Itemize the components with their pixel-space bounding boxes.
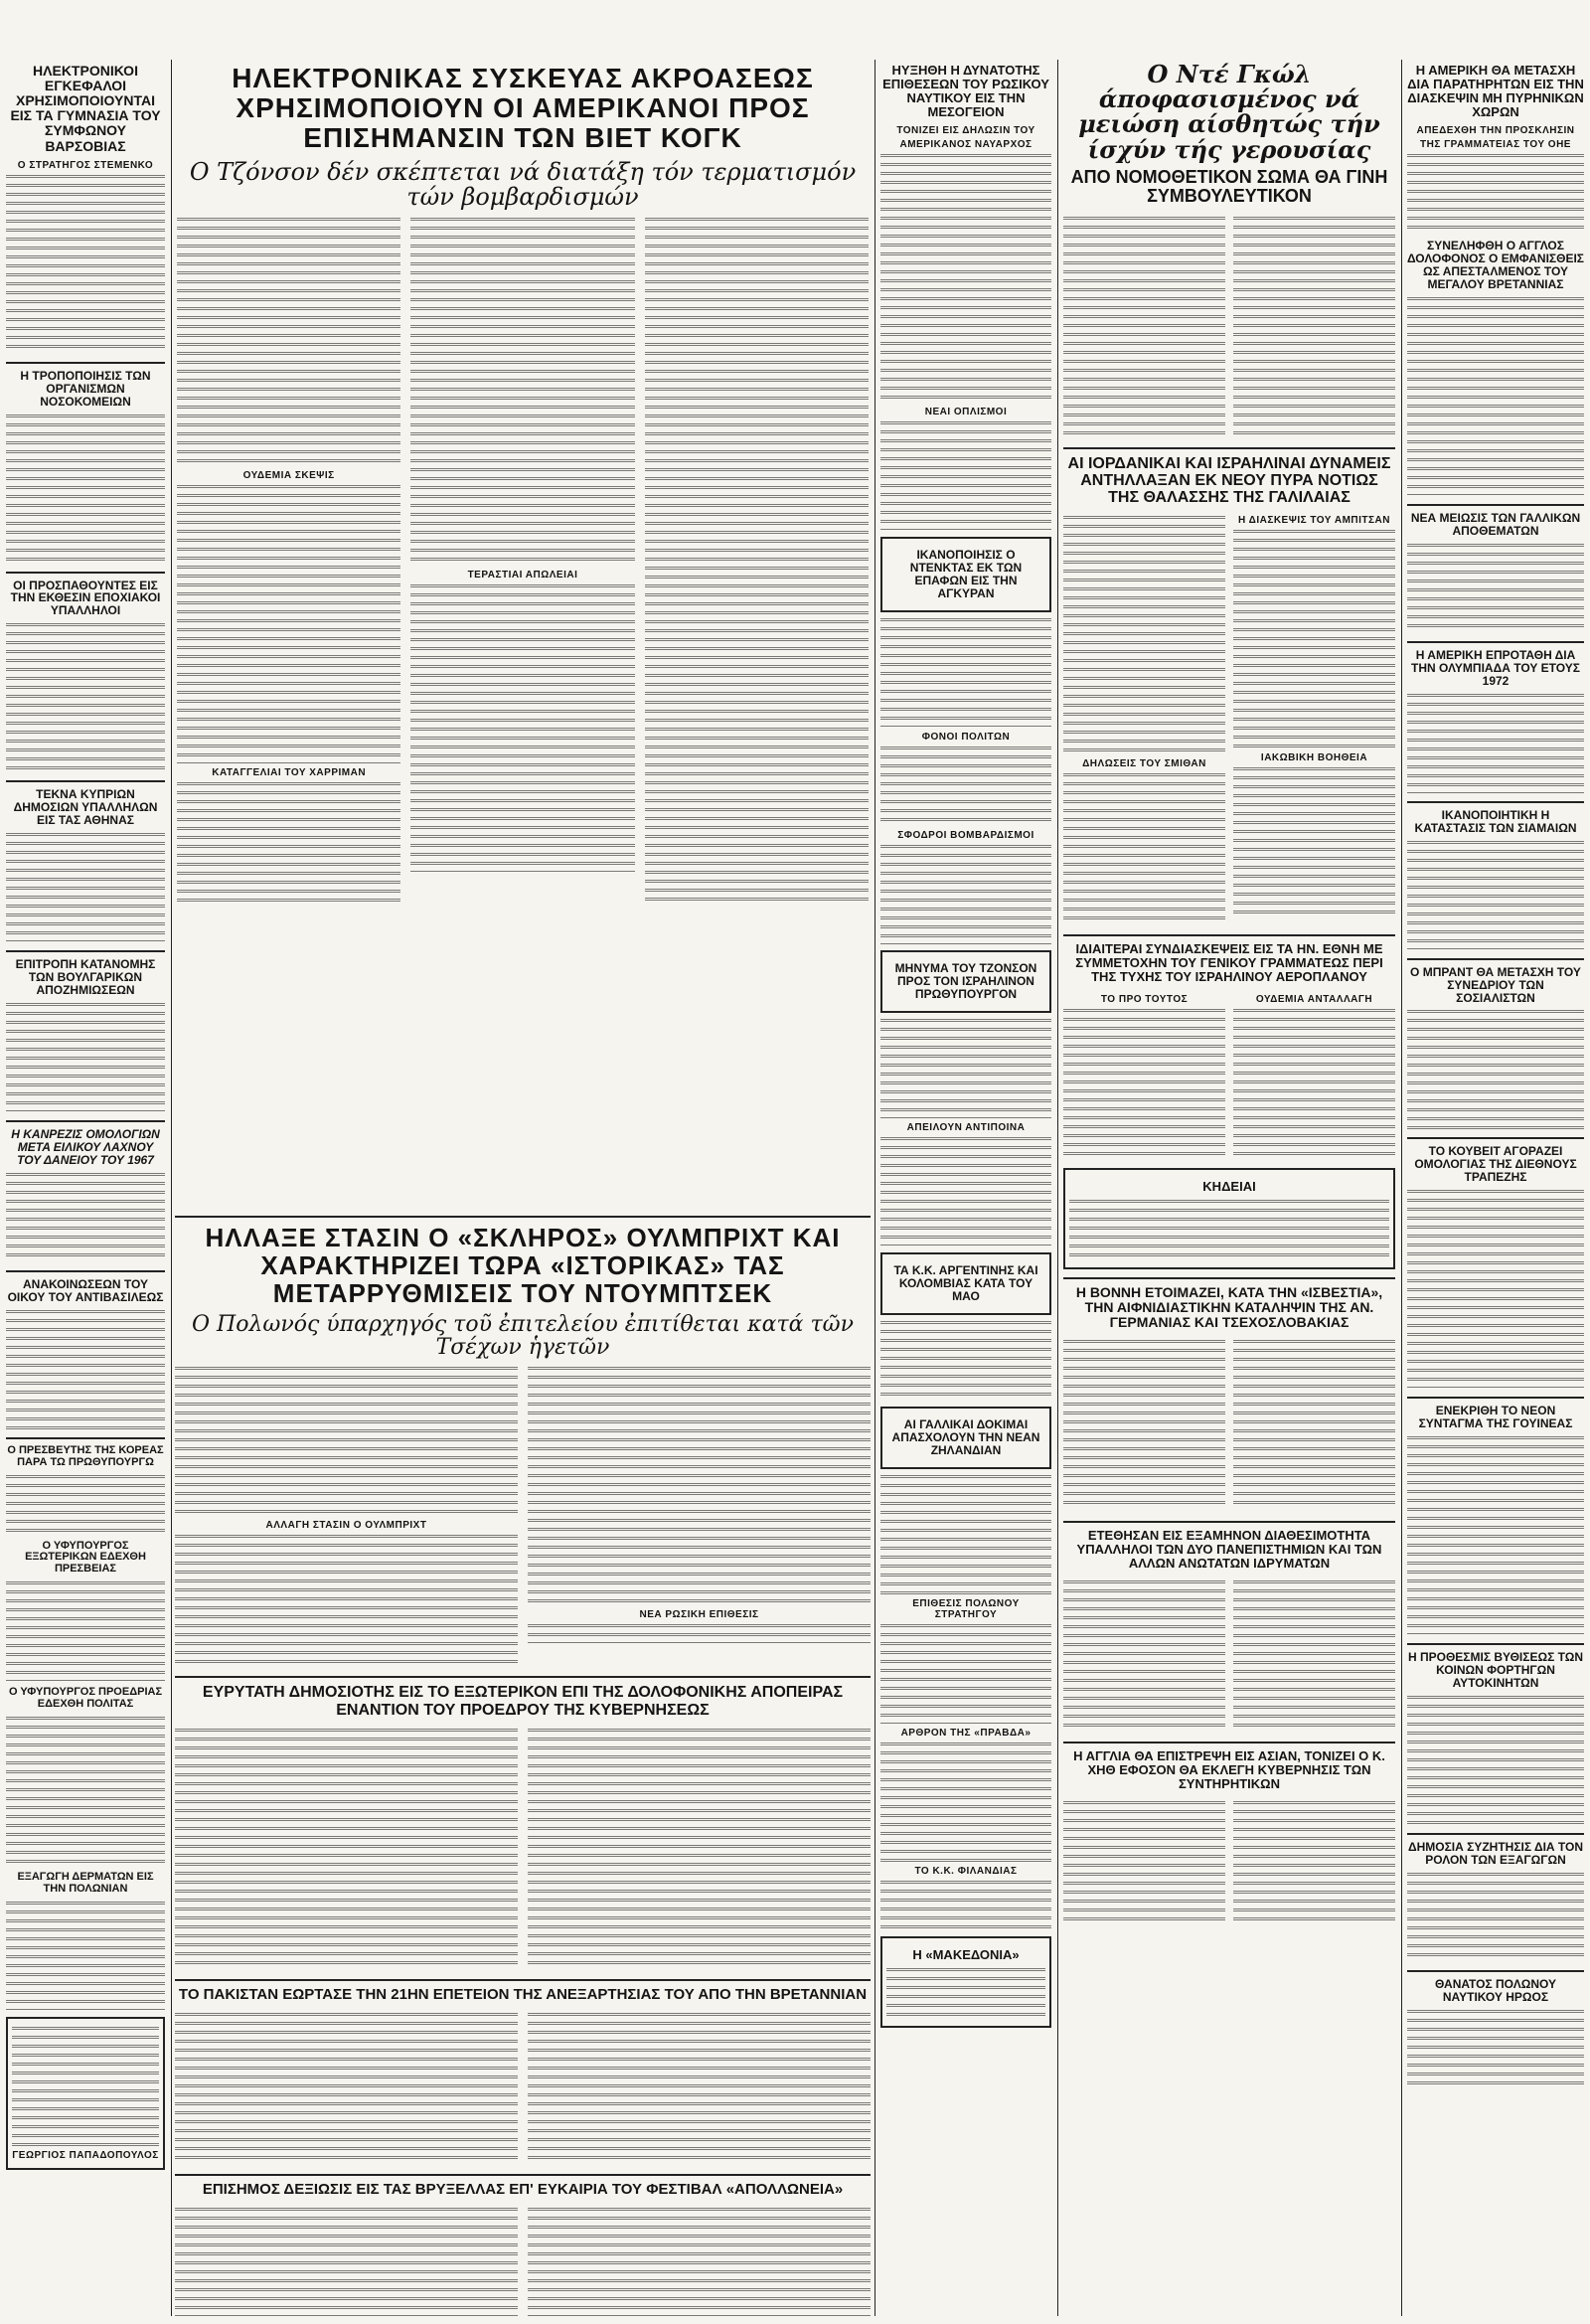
column-3	[880, 58, 1051, 2034]
article-text	[880, 1624, 1051, 1724]
article-text	[177, 782, 400, 902]
article-text	[528, 1624, 871, 1644]
column-4	[1063, 58, 1395, 1924]
article-text	[6, 1581, 165, 1681]
headline: ΟΙ ΠΡΟΣΠΑΘΟΥΝΤΕΣ ΕΙΣ ΤΗΝ ΕΚΘΕΣΙΝ ΕΠΟΧΙΑΚΟΙ ΥΠΑΛΛΗΛΟΙ	[10, 578, 161, 618]
byline: ΑΜΕΡΙΚΑΝΟΣ ΝΑΥΑΡΧΟΣ	[899, 139, 1033, 151]
headline: ΙΔΙΑΙΤΕΡΑΙ ΣΥΝΔΙΑΣΚΕΨΕΙΣ ΕΙΣ ΤΑ ΗΝ. ΕΘΝΗ ΜΕ ΣΥΜΜΕΤΟΧΗΝ ΤΟΥ ΓΕΝΙΚΟΥ ΓΡΑΜΜΑΤΕΩΣ ΠΕΡΙ ΤΗΣ ΤΥΧΗΣ ΤΟΥ ΙΣΡΑΗΛΙΝΟΥ ΑΕΡΟΠΛΑΝΟΥ	[1075, 941, 1383, 985]
byline: Ο ΣΤΡΑΤΗΓΟΣ ΣΤΕΜΕΝΚΟ	[17, 159, 154, 171]
subheading: ΑΛΛΑΓΗ ΣΤΑΣΙΝ Ο ΟΥΛΜΠΡΙΧΤ	[265, 1520, 427, 1532]
article-text	[175, 1535, 518, 1664]
headline: Η ΚΑΝΡΕΖΙΣ ΟΜΟΛΟΓΙΩΝ ΜΕΤΑ ΕΙΛΙΚΟΥ ΛΑΧΝΟΥ ΤΟΥ ΔΑΝΕΙΟΥ ΤΟΥ 1967	[11, 1127, 160, 1167]
headline: ΕΠΙΣΗΜΟΣ ΔΕΞΙΩΣΙΣ ΕΙΣ ΤΑΣ ΒΡΥΞΕΛΛΑΣ ΕΠ' ΕΥΚΑΙΡΙΑ ΤΟΥ ΦΕΣΤΙΒΑΛ «ΑΠΟΛΛΩΝΕΙΑ»	[202, 2181, 844, 2199]
headline: ΤΟ ΠΑΚΙΣΤΑΝ ΕΩΡΤΑΣΕ ΤΗΝ 21ΗΝ ΕΠΕΤΕΙΟΝ ΤΗΣ ΑΝΕΞΑΡΤΗΣΙΑΣ ΤΟΥ ΑΠΟ ΤΗΝ ΒΡΕΤΑΝΝΙΑΝ	[178, 1985, 868, 2003]
headline: Η ΤΡΟΠΟΠΟΙΗΣΙΣ ΤΩΝ ΟΡΓΑΝΙΣΜΩΝ ΝΟΣΟΚΟΜΕΙΩΝ	[20, 368, 151, 409]
article-text	[12, 2027, 159, 2146]
headline: ΜΗΝΥΜΑ ΤΟΥ ΤΖΟΝΣΟΝ ΠΡΟΣ ΤΟΝ ΙΣΡΑΗΛΙΝΟΝ ΠΡΩΘΥΠΟΥΡΓΟΝ	[894, 960, 1037, 1001]
headline: ΚΗΔΕΙΑΙ	[1202, 1178, 1256, 1194]
article-text	[880, 1475, 1051, 1594]
subheading: ΝΕΑΙ ΟΠΛΙΣΜΟΙ	[924, 407, 1008, 418]
headline: Η ΑΓΓΛΙΑ ΘΑ ΕΠΙΣΤΡΕΨΗ ΕΙΣ ΑΣΙΑΝ, ΤΟΝΙΖΕΙ Ο Κ. ΧΗΘ ΕΦΟΣΟΝ ΘΑ ΕΚΛΕΓΗ ΚΥΒΕΡΝΗΣΙΣ ΤΩΝ ΣΥΝΤΗΡΗΤΙΚΩΝ	[1073, 1747, 1385, 1792]
article-text	[1063, 1801, 1225, 1920]
headline: ΘΑΝΑΤΟΣ ΠΟΛΩΝΟΥ ΝΑΥΤΙΚΟΥ ΗΡΩΟΣ	[1435, 1977, 1556, 2004]
headline: ΤΑ Κ.Κ. ΑΡΓΕΝΤΙΝΗΣ ΚΑΙ ΚΟΛΟΜΒΙΑΣ ΚΑΤΑ ΤΟΥ ΜΑΟ	[893, 1262, 1038, 1303]
headline: ΙΚΑΝΟΠΟΙΗΣΙΣ Ο ΝΤΕΝΚΤΑΣ ΕΚ ΤΩΝ ΕΠΑΦΩΝ ΕΙΣ ΤΗΝ ΑΓΚΥΡΑΝ	[909, 548, 1023, 600]
byline: ΑΠΕΔΕΧΘΗ ΤΗΝ ΠΡΟΣΚΛΗΣΙΝ	[1416, 125, 1575, 137]
article-text	[1063, 516, 1225, 754]
article-text	[1063, 1340, 1225, 1509]
lead-column	[177, 58, 869, 908]
article-text	[6, 175, 165, 354]
article-text	[1233, 1801, 1395, 1920]
subheading: ΑΡΘΡΟΝ ΤΗΣ «ΠΡΑΒΔΑ»	[900, 1727, 1032, 1739]
article-text	[1407, 1010, 1584, 1129]
article-text	[880, 1019, 1051, 1118]
subheading: ΣΦΟΔΡΟΙ ΒΟΜΒΑΡΔΙΣΜΟΙ	[897, 829, 1034, 841]
article-text	[886, 1968, 1045, 2018]
article-text	[528, 1729, 871, 1967]
headline: ΗΥΞΗΘΗ Η ΔΥΝΑΤΟΤΗΣ ΕΠΙΘΕΣΕΩΝ ΤΟΥ ΡΩΣΙΚΟΥ ΝΑΥΤΙΚΟΥ ΕΙΣ ΤΗΝ ΜΕΣΟΓΕΙΟΝ	[882, 63, 1049, 120]
article-text	[1407, 1873, 1584, 1962]
headline: Η ΑΜΕΡΙΚΗ ΘΑ ΜΕΤΑΣΧΗ ΔΙΑ ΠΑΡΑΤΗΡΗΤΩΝ ΕΙΣ ΤΗΝ ΔΙΑΣΚΕΨΙΝ ΜΗ ΠΥΡΗΝΙΚΩΝ ΧΩΡΩΝ	[1407, 63, 1584, 120]
headline: Ο ΥΦΥΠΟΥΡΓΟΣ ΠΡΟΕΔΡΙΑΣ ΕΔΕΧΘΗ ΠΟΛΙΤΑΣ	[8, 1686, 163, 1711]
article-text	[410, 218, 634, 566]
article-text	[1233, 1580, 1395, 1730]
article-text	[1063, 217, 1225, 435]
subheading: ΝΕΑ ΡΩΣΙΚΗ ΕΠΙΘΕΣΙΣ	[639, 1609, 759, 1621]
headline: ΝΕΑ ΜΕΙΩΣΙΣ ΤΩΝ ΓΑΛΛΙΚΩΝ ΑΠΟΘΕΜΑΤΩΝ	[1410, 510, 1581, 538]
article-text	[1407, 154, 1584, 234]
headline: ΣΥΝΕΛΗΦΘΗ Ο ΑΓΓΛΟΣ ΔΟΛΟΦΟΝΟΣ Ο ΕΜΦΑΝΙΣΘΕΙΣ ΩΣ ΑΠΕΣΤΑΛΜΕΝΟΣ ΤΟΥ ΜΕΓΑΛΟΥ ΒΡΕΤΑΝΝΙΑΣ	[1407, 239, 1584, 291]
article-text	[410, 584, 634, 873]
article-text	[528, 1367, 871, 1605]
article-text	[1233, 767, 1395, 916]
article-text	[1233, 1340, 1395, 1509]
headline: Η «ΜΑΚΕΔΟΝΙΑ»	[912, 1946, 1020, 1962]
headline: Ο Ντέ Γκώλ άποφασισμένος νά μειώση αίσθητώς τήν ίσχύν τής γερουσίας	[1078, 60, 1380, 164]
article-text	[6, 1902, 165, 2011]
column-rule	[874, 60, 875, 2316]
subheading: ΤΟ ΠΡΟ ΤΟΥΤΟΣ	[1100, 993, 1189, 1005]
article-text	[645, 218, 869, 904]
article-text	[6, 415, 165, 564]
headline: ΕΞΑΓΩΓΗ ΔΕΡΜΑΤΩΝ ΕΙΣ ΤΗΝ ΠΟΛΩΝΙΑΝ	[17, 1870, 154, 1895]
article-text	[1407, 544, 1584, 633]
headline: Η ΠΡΟΘΕΣΜΙΣ ΒΥΘΙΣΕΩΣ ΤΩΝ ΚΟΙΝΩΝ ΦΟΡΤΗΓΩΝ ΑΥΤΟΚΙΝΗΤΩΝ	[1407, 1650, 1584, 1691]
article-text	[880, 154, 1051, 403]
article-text	[880, 618, 1051, 728]
article-text	[6, 1003, 165, 1112]
article-text	[528, 2013, 871, 2162]
article-text	[1063, 1580, 1225, 1730]
subheading: ΟΥΔΕΜΙΑ ΣΚΕΨΙΣ	[242, 470, 335, 482]
banner-headline: ΗΛΛΑΞΕ ΣΤΑΣΙΝ Ο «ΣΚΛΗΡΟΣ» ΟΥΛΜΠΡΙΧΤ ΚΑΙ ΧΑΡΑΚΤΗΡΙΖΕΙ ΤΩΡΑ «ΙΣΤΟΡΙΚΑΣ» ΤΑΣ ΜΕΤΑΡΡΥΘΜΙΣΕΙΣ ΤΟΥ ΝΤΟΥΜΠΤΣΕΚ	[205, 1223, 841, 1309]
headline: ΕΝΕΚΡΙΘΗ ΤΟ ΝΕΟΝ ΣΥΝΤΑΓΜΑ ΤΗΣ ΓΟΥΙΝΕΑΣ	[1418, 1404, 1573, 1431]
subheading: ΦΟΝΟΙ ΠΟΛΙΤΩΝ	[921, 731, 1011, 743]
article-text	[880, 421, 1051, 531]
article-text	[6, 833, 165, 942]
lead-headline: ΗΛΕΚΤΡΟΝΙΚΑΣ ΣΥΣΚΕΥΑΣ ΑΚΡΟΑΣΕΩΣ ΧΡΗΣΙΜΟΠΟΙΟΥΝ ΟΙ ΑΜΕΡΙΚΑΝΟΙ ΠΡΟΣ ΕΠΙΣΗΜΑΝΣΙΝ ΤΩΝ ΒΙΕΤ ΚΟΓΚ	[232, 63, 814, 154]
headline: ΔΗΜΟΣΙΑ ΣΥΖΗΤΗΣΙΣ ΔΙΑ ΤΟΝ ΡΟΛΟΝ ΤΩΝ ΕΞΑΓΩΓΩΝ	[1407, 1840, 1584, 1868]
article-text	[880, 1321, 1051, 1401]
article-text	[1069, 1200, 1389, 1259]
column-rule	[1401, 60, 1402, 2316]
article-text	[1063, 1009, 1225, 1158]
editorial-box	[6, 2017, 165, 2170]
article-text	[1407, 1190, 1584, 1389]
subheading: ΚΑΤΑΓΓΕΛΙΑΙ ΤΟΥ ΧΑΡΡΙΜΑΝ	[212, 767, 367, 779]
article-text	[177, 218, 400, 466]
headline: Ο ΜΠΡΑΝΤ ΘΑ ΜΕΤΑΣΧΗ ΤΟΥ ΣΥΝΕΔΡΙΟΥ ΤΩΝ ΣΟΣΙΑΛΙΣΤΩΝ	[1410, 964, 1581, 1005]
headline: ΕΠΙΤΡΟΠΗ ΚΑΤΑΝΟΜΗΣ ΤΩΝ ΒΟΥΛΓΑΡΙΚΩΝ ΑΠΟΖΗΜΙΩΣΕΩΝ	[15, 957, 156, 998]
signature: ΓΕΩΡΓΙΟΣ ΠΑΠΑΔΟΠΟΥΛΟΣ	[12, 2149, 159, 2161]
subheading: ΑΠΕΙΛΟΥΝ ΑΝΤΙΠΟΙΝΑ	[906, 1121, 1026, 1133]
headline: ΕΤΕΘΗΣΑΝ ΕΙΣ ΕΞΑΜΗΝΟΝ ΔΙΑΘΕΣΙΜΟΤΗΤΑ ΥΠΑΛΛΗΛΟΙ ΤΩΝ ΔΥΟ ΠΑΝΕΠΙΣΤΗΜΙΩΝ ΚΑΙ ΤΩΝ ΑΛΛΩΝ ΑΝΩΤΑΤΩΝ ΙΔΡΥΜΑΤΩΝ	[1076, 1527, 1382, 1571]
article-text	[175, 1367, 518, 1516]
headline: ΕΥΡΥΤΑΤΗ ΔΗΜΟΣΙΟΤΗΣ ΕΙΣ ΤΟ ΕΞΩΤΕΡΙΚΟΝ ΕΠΙ ΤΗΣ ΔΟΛΟΦΟΝΙΚΗΣ ΑΠΟΠΕΙΡΑΣ ΕΝΑΝΤΙΟΝ ΤΟΥ ΠΡΟΕΔΡΟΥ ΤΗΣ ΚΥΒΕΡΝΗΣΕΩΣ	[202, 1684, 844, 1719]
subheading: ΤΕΡΑΣΤΙΑΙ ΑΠΩΛΕΙΑΙ	[467, 570, 578, 581]
column-1	[6, 58, 165, 2176]
headline: Ο ΠΡΕΣΒΕΥΤΗΣ ΤΗΣ ΚΟΡΕΑΣ ΠΑΡΑ ΤΩ ΠΡΩΘΥΠΟΥΡΓΩ	[7, 1443, 164, 1468]
article-text	[175, 2208, 518, 2317]
headline: ΑΝΑΚΟΙΝΩΣΕΩΝ ΤΟΥ ΟΙΚΟΥ ΤΟΥ ΑΝΤΙΒΑΣΙΛΕΩΣ	[7, 1276, 164, 1304]
byline: ΤΟΝΙΖΕΙ ΕΙΣ ΔΗΛΩΣΙΝ ΤΟΥ	[896, 125, 1035, 137]
column-rule	[171, 60, 172, 2316]
article-text	[1063, 773, 1225, 922]
article-text	[175, 1729, 518, 1967]
article-text	[880, 845, 1051, 944]
headline: ΗΛΕΚΤΡΟΝΙΚΟΙ ΕΓΚΕΦΑΛΟΙ ΧΡΗΣΙΜΟΠΟΙΟΥΝΤΑΙ ΕΙΣ ΤΑ ΓΥΜΝΑΣΙΑ ΤΟΥ ΣΥΜΦΩΝΟΥ ΒΑΡΣΟΒΙΑΣ	[10, 63, 161, 154]
article-text	[1233, 1009, 1395, 1158]
article-text	[1233, 217, 1395, 435]
subheading: Η ΔΙΑΣΚΕΨΙΣ ΤΟΥ ΑΜΠΙΤΣΑΝ	[1238, 515, 1390, 527]
article-text	[6, 1717, 165, 1866]
article-text	[1233, 530, 1395, 748]
article-text	[1407, 297, 1584, 496]
article-text	[6, 1173, 165, 1262]
column-rule	[1057, 60, 1058, 2316]
article-text	[6, 1475, 165, 1535]
headline: ΑΙ ΓΑΛΛΙΚΑΙ ΔΟΚΙΜΑΙ ΑΠΑΣΧΟΛΟΥΝ ΤΗΝ ΝΕΑΝ ΖΗΛΑΝΔΙΑΝ	[891, 1416, 1040, 1457]
lead-subheadline: Ο Τζόνσον δέν σκέπτεται νά διατάξη τόν τερματισμόν τών βομβαρδισμών	[189, 157, 857, 211]
subheading: ΔΗΛΩΣΕΙΣ ΤΟΥ ΣΜΙΘΑΝ	[1082, 758, 1206, 770]
article-text	[880, 747, 1051, 826]
article-text	[177, 485, 400, 763]
article-text	[880, 1881, 1051, 1930]
subheading: ΕΠΙΘΕΣΙΣ ΠΟΛΩΝΟΥ ΣΤΡΑΤΗΓΟΥ	[912, 1597, 1020, 1620]
headline: ΑΠΟ ΝΟΜΟΘΕΤΙΚΟΝ ΣΩΜΑ ΘΑ ΓΙΝΗ ΣΥΜΒΟΥΛΕΥΤΙΚΟΝ	[1070, 166, 1388, 207]
article-text	[880, 1743, 1051, 1862]
subheading: ΟΥΔΕΜΙΑ ΑΝΤΑΛΛΑΓΗ	[1255, 993, 1373, 1005]
article-text	[1407, 841, 1584, 950]
article-text	[528, 2208, 871, 2317]
article-text	[880, 1137, 1051, 1246]
byline: ΤΗΣ ΓΡΑΜΜΑΤΕΙΑΣ ΤΟΥ ΟΗΕ	[1420, 139, 1571, 151]
article-text	[1407, 1436, 1584, 1635]
article-text	[6, 1310, 165, 1429]
article-text	[1407, 2010, 1584, 2089]
headline: ΤΟ ΚΟΥΒΕΙΤ ΑΓΟΡΑΖΕΙ ΟΜΟΛΟΓΙΑΣ ΤΗΣ ΔΙΕΘΝΟΥΣ ΤΡΑΠΕΖΗΣ	[1414, 1144, 1577, 1185]
headline: ΙΚΑΝΟΠΟΙΗΤΙΚΗ Η ΚΑΤΑΣΤΑΣΙΣ ΤΩΝ ΣΙΑΜΑΙΩΝ	[1414, 807, 1577, 835]
headline: Η ΑΜΕΡΙΚΗ ΕΠΡΟΤΑΘΗ ΔΙΑ ΤΗΝ ΟΛΥΜΠΙΑΔΑ ΤΟΥ ΕΤΟΥΣ 1972	[1411, 647, 1580, 688]
headline: Ο ΥΦΥΠΟΥΡΓΟΣ ΕΞΩΤΕΡΙΚΩΝ ΕΔΕΧΘΗ ΠΡΕΣΒΕΙΑΣ	[25, 1539, 146, 1576]
article-text	[1407, 694, 1584, 793]
article-text	[1407, 1696, 1584, 1825]
banner-subheadline: Ο Πολωνός ύπαρχηγός τοῦ ἐπιτελείου ἐπιτίθεται κατά τῶν Τσέχων ἡγετῶν	[192, 1312, 854, 1361]
article-text	[175, 2013, 518, 2162]
article-text	[6, 623, 165, 772]
column-5	[1407, 58, 1584, 2093]
banner-article	[175, 1208, 871, 2321]
headline: ΤΕΚΝΑ ΚΥΠΡΙΩΝ ΔΗΜΟΣΙΩΝ ΥΠΑΛΛΗΛΩΝ ΕΙΣ ΤΑΣ ΑΘΗΝΑΣ	[13, 787, 158, 828]
subheading: ΙΑΚΩΒΙΚΗ ΒΟΗΘΕΙΑ	[1260, 752, 1368, 764]
headline: Η ΒΟΝΝΗ ΕΤΟΙΜΑΖΕΙ, ΚΑΤΑ ΤΗΝ «ΙΣΒΕΣΤΙΑ», ΤΗΝ ΑΙΦΝΙΔΙΑΣΤΙΚΗΝ ΚΑΤΑΛΗΨΙΝ ΤΗΣ ΑΝ. ΓΕΡΜΑΝΙΑΣ ΚΑΙ ΤΣΕΧΟΣΛΟΒΑΚΙΑΣ	[1075, 1283, 1383, 1330]
headline: ΑΙ ΙΟΡΔΑΝΙΚΑΙ ΚΑΙ ΙΣΡΑΗΛΙΝΑΙ ΔΥΝΑΜΕΙΣ ΑΝΤΗΛΛΑΞΑΝ ΕΚ ΝΕΟΥ ΠΥΡΑ ΝΟΤΙΩΣ ΤΗΣ ΘΑΛΑΣΣΗΣ ΤΗΣ ΓΑΛΙΛΑΙΑΣ	[1067, 454, 1391, 507]
subheading: ΤΟ Κ.Κ. ΦΙΛΑΝΔΙΑΣ	[914, 1865, 1018, 1877]
